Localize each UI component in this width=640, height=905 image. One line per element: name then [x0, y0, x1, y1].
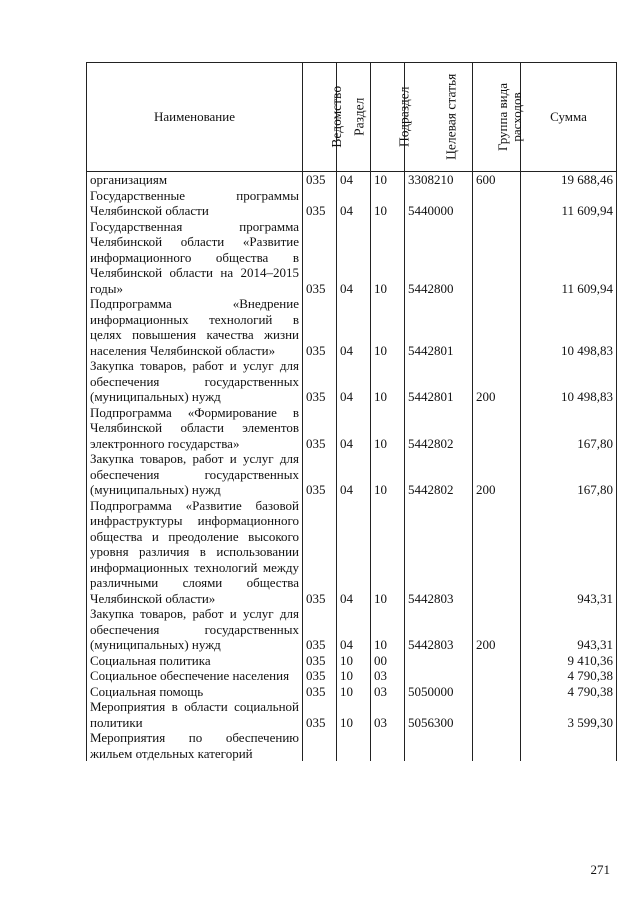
cell-raz: 04	[337, 358, 371, 405]
cell-sum: 9 410,36	[521, 653, 617, 669]
cell-raz: 04	[337, 172, 371, 188]
cell-grp	[473, 219, 521, 297]
cell-ved: 035	[303, 219, 337, 297]
cell-grp: 600	[473, 172, 521, 188]
cell-name: Социальное обеспечение населения	[87, 668, 303, 684]
cell-raz: 04	[337, 451, 371, 498]
cell-grp	[473, 498, 521, 607]
table-row	[87, 188, 617, 219]
cell-raz: 04	[337, 296, 371, 358]
cell-pod: 03	[371, 668, 405, 684]
cell-grp	[473, 730, 521, 761]
cell-sum: 19 688,46	[521, 172, 617, 188]
cell-ved: 035	[303, 358, 337, 405]
cell-pod	[371, 730, 405, 761]
cell-grp: 200	[473, 451, 521, 498]
table-row	[87, 653, 617, 669]
page-number: 271	[590, 862, 610, 877]
cell-raz: 04	[337, 219, 371, 297]
table-row	[87, 699, 617, 730]
cell-grp: 200	[473, 358, 521, 405]
cell-sum: 167,80	[521, 451, 617, 498]
header-vedomstvo	[303, 63, 345, 172]
cell-pod: 03	[371, 699, 405, 730]
cell-pod: 10	[371, 172, 405, 188]
cell-pod: 10	[371, 219, 405, 297]
cell-ved: 035	[303, 606, 337, 653]
table-row	[87, 684, 617, 700]
header-gruppa-line2: расходов	[508, 92, 524, 142]
cell-raz: 04	[337, 498, 371, 607]
header-gruppa-line1: Группа вида	[494, 82, 510, 151]
cell-cel	[405, 730, 473, 761]
cell-name: Социальная помощь	[87, 684, 303, 700]
cell-name: Социальная политика	[87, 653, 303, 669]
cell-grp	[473, 684, 521, 700]
cell-name: Подпрограмма «Внедрение информационных технологий в целях повышения качества жизни населения Челябинской области»	[87, 296, 303, 358]
cell-raz: 04	[337, 188, 371, 219]
cell-name: Закупка товаров, работ и услуг для обеспечения государственных (муниципальных) нужд	[87, 451, 303, 498]
cell-pod: 00	[371, 653, 405, 669]
cell-ved: 035	[303, 172, 337, 188]
cell-raz: 10	[337, 684, 371, 700]
cell-ved: 035	[303, 699, 337, 730]
table-row	[87, 498, 617, 607]
header-gruppa-label	[496, 83, 524, 151]
cell-cel: 5442800	[405, 219, 473, 297]
cell-name: Государственные программы Челябинской области	[87, 188, 303, 219]
cell-ved: 035	[303, 668, 337, 684]
cell-cel: 5442803	[405, 606, 473, 653]
cell-name: Мероприятия по обеспечению жильем отдельных категорий	[87, 730, 303, 761]
cell-cel: 5440000	[405, 188, 473, 219]
cell-cel: 5442802	[405, 405, 473, 452]
budget-table	[86, 62, 617, 761]
cell-pod: 10	[371, 296, 405, 358]
cell-ved: 035	[303, 653, 337, 669]
cell-raz: 04	[337, 606, 371, 653]
header-celevaya	[405, 63, 473, 172]
cell-ved: 035	[303, 684, 337, 700]
cell-pod: 10	[371, 188, 405, 219]
table-row	[87, 668, 617, 684]
header-vedomstvo-label: Ведомство	[329, 86, 345, 148]
cell-sum: 4 790,38	[521, 668, 617, 684]
cell-sum: 11 609,94	[521, 219, 617, 297]
cell-grp	[473, 668, 521, 684]
cell-pod: 10	[371, 358, 405, 405]
cell-ved: 035	[303, 451, 337, 498]
cell-cel: 5056300	[405, 699, 473, 730]
cell-name: Государственная программа Челябинской области «Развитие информационного общества в Челябинской области на 2014–2015 годы»	[87, 219, 303, 297]
cell-ved: 035	[303, 296, 337, 358]
cell-grp	[473, 653, 521, 669]
cell-sum: 943,31	[521, 606, 617, 653]
cell-cel	[405, 653, 473, 669]
cell-raz: 04	[337, 405, 371, 452]
cell-raz: 10	[337, 653, 371, 669]
cell-pod: 10	[371, 405, 405, 452]
table-row	[87, 296, 617, 358]
cell-sum: 11 609,94	[521, 188, 617, 219]
cell-ved: 035	[303, 188, 337, 219]
header-gruppa	[473, 63, 524, 172]
cell-pod: 10	[371, 606, 405, 653]
table-row	[87, 451, 617, 498]
header-celevaya-label: Целевая статья	[443, 73, 459, 161]
header-name: Наименование	[87, 63, 303, 172]
table-row	[87, 405, 617, 452]
cell-cel: 5442802	[405, 451, 473, 498]
cell-ved: 035	[303, 498, 337, 607]
cell-cel: 5442801	[405, 358, 473, 405]
header-podrazdel	[371, 63, 412, 172]
cell-grp: 200	[473, 606, 521, 653]
cell-name: Закупка товаров, работ и услуг для обеспечения государственных (муниципальных) нужд	[87, 606, 303, 653]
cell-sum: 4 790,38	[521, 684, 617, 700]
cell-ved: 035	[303, 405, 337, 452]
cell-sum: 3 599,30	[521, 699, 617, 730]
table-row	[87, 606, 617, 653]
table-row	[87, 172, 617, 188]
cell-cel	[405, 668, 473, 684]
cell-cel: 5442803	[405, 498, 473, 607]
cell-pod: 03	[371, 684, 405, 700]
table-row	[87, 358, 617, 405]
cell-grp	[473, 188, 521, 219]
header-podrazdel-label: Подраздел	[396, 86, 412, 148]
cell-cel: 5442801	[405, 296, 473, 358]
cell-sum: 943,31	[521, 498, 617, 607]
cell-cel: 5050000	[405, 684, 473, 700]
cell-pod: 10	[371, 451, 405, 498]
header-summa: Сумма	[521, 63, 617, 172]
cell-ved	[303, 730, 337, 761]
cell-pod: 10	[371, 498, 405, 607]
table-header-row	[87, 63, 617, 172]
cell-raz: 10	[337, 699, 371, 730]
cell-sum: 10 498,83	[521, 296, 617, 358]
cell-sum	[521, 730, 617, 761]
cell-raz	[337, 730, 371, 761]
cell-sum: 10 498,83	[521, 358, 617, 405]
header-razdel-label: Раздел	[351, 97, 367, 137]
cell-name: организациям	[87, 172, 303, 188]
cell-grp	[473, 405, 521, 452]
table-row	[87, 730, 617, 761]
cell-raz: 10	[337, 668, 371, 684]
cell-name: Мероприятия в области социальной политики	[87, 699, 303, 730]
cell-name: Подпрограмма «Формирование в Челябинской области элементов электронного государства»	[87, 405, 303, 452]
cell-sum: 167,80	[521, 405, 617, 452]
cell-name: Подпрограмма «Развитие базовой инфраструктуры информационного общества и преодоление высокого уровня различия в использовании информационных технологий между различными слоями общества Челябинской области»	[87, 498, 303, 607]
cell-name: Закупка товаров, работ и услуг для обеспечения государственных (муниципальных) нужд	[87, 358, 303, 405]
cell-cel: 3308210	[405, 172, 473, 188]
table-row	[87, 219, 617, 297]
cell-grp	[473, 296, 521, 358]
cell-grp	[473, 699, 521, 730]
